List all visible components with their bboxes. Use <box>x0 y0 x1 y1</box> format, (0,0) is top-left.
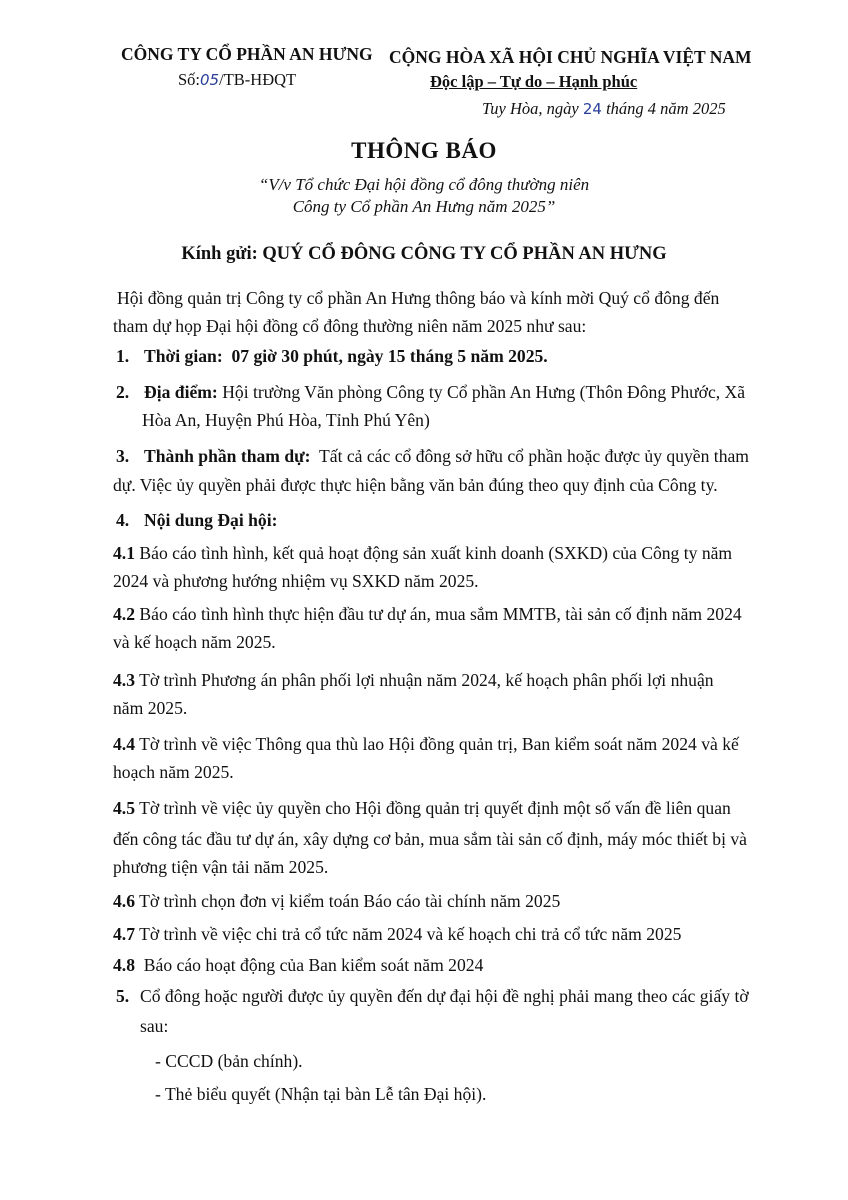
subitem-4-8-number: 4.8 <box>113 955 135 975</box>
subitem-4-4 <box>113 734 739 755</box>
document-date <box>482 99 726 119</box>
item-content-number: 4. <box>116 510 130 530</box>
item-documents-line-2: sau: <box>140 1016 169 1036</box>
subitem-4-4-line-1: Tờ trình về việc Thông qua thù lao Hội đồng quản trị, Ban kiểm soát năm 2024 và kế <box>139 734 739 754</box>
subitem-4-1-line-2: 2024 và phương hướng nhiệm vụ SXKD năm 2025. <box>113 571 479 591</box>
subitem-4-4-line-2: hoạch năm 2025. <box>113 762 234 782</box>
date-day-handwritten: 24 <box>582 100 602 118</box>
item-documents <box>116 986 749 1007</box>
item-attendees-line-1: Tất cả các cổ đông sở hữu cổ phần hoặc được ủy quyền tham <box>319 446 749 466</box>
document-number-handwritten: 05 <box>200 71 220 89</box>
subitem-4-4-number: 4.4 <box>113 734 135 754</box>
subitem-4-3 <box>113 670 714 691</box>
subitem-4-2-line-2: và kế hoạch năm 2025. <box>113 632 276 652</box>
subitem-4-8-line-1: Báo cáo hoạt động của Ban kiểm soát năm 2024 <box>143 955 484 975</box>
subitem-4-5-number: 4.5 <box>113 798 135 818</box>
date-suffix: tháng 4 năm 2025 <box>601 99 726 118</box>
subitem-4-1-number: 4.1 <box>113 543 135 563</box>
item-time-value: 07 giờ 30 phút, ngày 15 tháng 5 năm 2025. <box>231 346 548 366</box>
item-time-number: 1. <box>116 346 130 366</box>
subitem-4-7-line-1: Tờ trình về việc chi trả cổ tức năm 2024 và kế hoạch chi trả cổ tức năm 2025 <box>139 924 682 944</box>
document-number <box>178 70 296 90</box>
subitem-4-2-line-1: Báo cáo tình hình thực hiện đầu tư dự án, mua sắm MMTB, tài sản cố định năm 2024 <box>139 604 742 624</box>
item-place <box>116 382 745 403</box>
subitem-4-3-line-1: Tờ trình Phương án phân phối lợi nhuận năm 2024, kế hoạch phân phối lợi nhuận <box>139 670 714 690</box>
item-time <box>116 346 548 367</box>
document-number-suffix: /TB-HĐQT <box>219 70 297 89</box>
subitem-4-2-number: 4.2 <box>113 604 135 624</box>
motto: Độc lập – Tự do – Hạnh phúc <box>430 72 638 91</box>
subitem-4-5-line-3: phương tiện vận tải năm 2025. <box>113 857 329 877</box>
recipient: Kính gửi: QUÝ CỔ ĐÔNG CÔNG TY CỔ PHẦN AN HƯNG <box>181 244 667 264</box>
subitem-4-5-line-2: đến công tác đầu tư dự án, xây dựng cơ bản, mua sắm tài sản cố định, máy móc thiết bị và <box>113 829 747 849</box>
subitem-4-7 <box>113 924 681 945</box>
subitem-4-1-line-1: Báo cáo tình hình, kết quả hoạt động sản xuất kinh doanh (SXKD) của Công ty năm <box>139 543 733 563</box>
item-place-line-2: Hòa An, Huyện Phú Hòa, Tỉnh Phú Yên) <box>142 410 430 430</box>
item-time-label: Thời gian: <box>144 346 223 366</box>
subitem-4-6-line-1: Tờ trình chọn đơn vị kiểm toán Báo cáo tài chính năm 2025 <box>139 891 561 911</box>
document-number-prefix: Số: <box>178 70 201 89</box>
item-attendees-label: Thành phần tham dự: <box>144 446 311 466</box>
country-name: CỘNG HÒA XÃ HỘI CHỦ NGHĨA VIỆT NAM <box>389 47 752 67</box>
item-documents-line-1: Cổ đông hoặc người được ủy quyền đến dự đại hội đề nghị phải mang theo các giấy tờ <box>140 986 749 1006</box>
subitem-4-8 <box>113 955 483 976</box>
item-content-label: Nội dung Đại hội: <box>144 510 278 530</box>
subitem-4-7-number: 4.7 <box>113 924 135 944</box>
document-id-card: - CCCD (bản chính). <box>155 1051 303 1071</box>
subitem-4-1 <box>113 543 732 564</box>
subitem-4-2 <box>113 604 742 625</box>
subitem-4-3-number: 4.3 <box>113 670 135 690</box>
company-name: CÔNG TY CỔ PHẦN AN HƯNG <box>121 44 373 64</box>
document-voting-card: - Thẻ biểu quyết (Nhận tại bàn Lễ tân Đại hội). <box>155 1084 487 1104</box>
item-place-number: 2. <box>116 382 130 402</box>
subitem-4-5 <box>113 798 731 819</box>
item-documents-number: 5. <box>116 986 130 1006</box>
item-content <box>116 510 277 531</box>
subject-line-2: Công ty Cổ phần An Hưng năm 2025” <box>292 197 556 216</box>
page-title: THÔNG BÁO <box>351 138 497 163</box>
subitem-4-5-line-1: Tờ trình về việc ủy quyền cho Hội đồng quản trị quyết định một số vấn đề liên quan <box>139 798 731 818</box>
subitem-4-3-line-2: năm 2025. <box>113 698 188 718</box>
intro-line-2: tham dự họp Đại hội đồng cổ đông thường niên năm 2025 như sau: <box>113 316 587 336</box>
item-attendees-number: 3. <box>116 446 130 466</box>
item-attendees-line-2: dự. Việc ủy quyền phải được thực hiện bằng văn bản đúng theo quy định của Công ty. <box>113 475 718 495</box>
date-prefix: Tuy Hòa, ngày <box>482 99 583 118</box>
item-place-line-1: Hội trường Văn phòng Công ty Cổ phần An Hưng (Thôn Đông Phước, Xã <box>222 382 746 402</box>
item-place-label: Địa điểm: <box>144 382 218 402</box>
subitem-4-6-number: 4.6 <box>113 891 135 911</box>
subitem-4-6 <box>113 891 560 912</box>
subject-line-1: “V/v Tổ chức Đại hội đồng cổ đông thường niên <box>258 175 590 194</box>
intro-line-1: Hội đồng quản trị Công ty cổ phần An Hưng thông báo và kính mời Quý cổ đông đến <box>117 288 720 308</box>
item-attendees <box>116 446 749 467</box>
